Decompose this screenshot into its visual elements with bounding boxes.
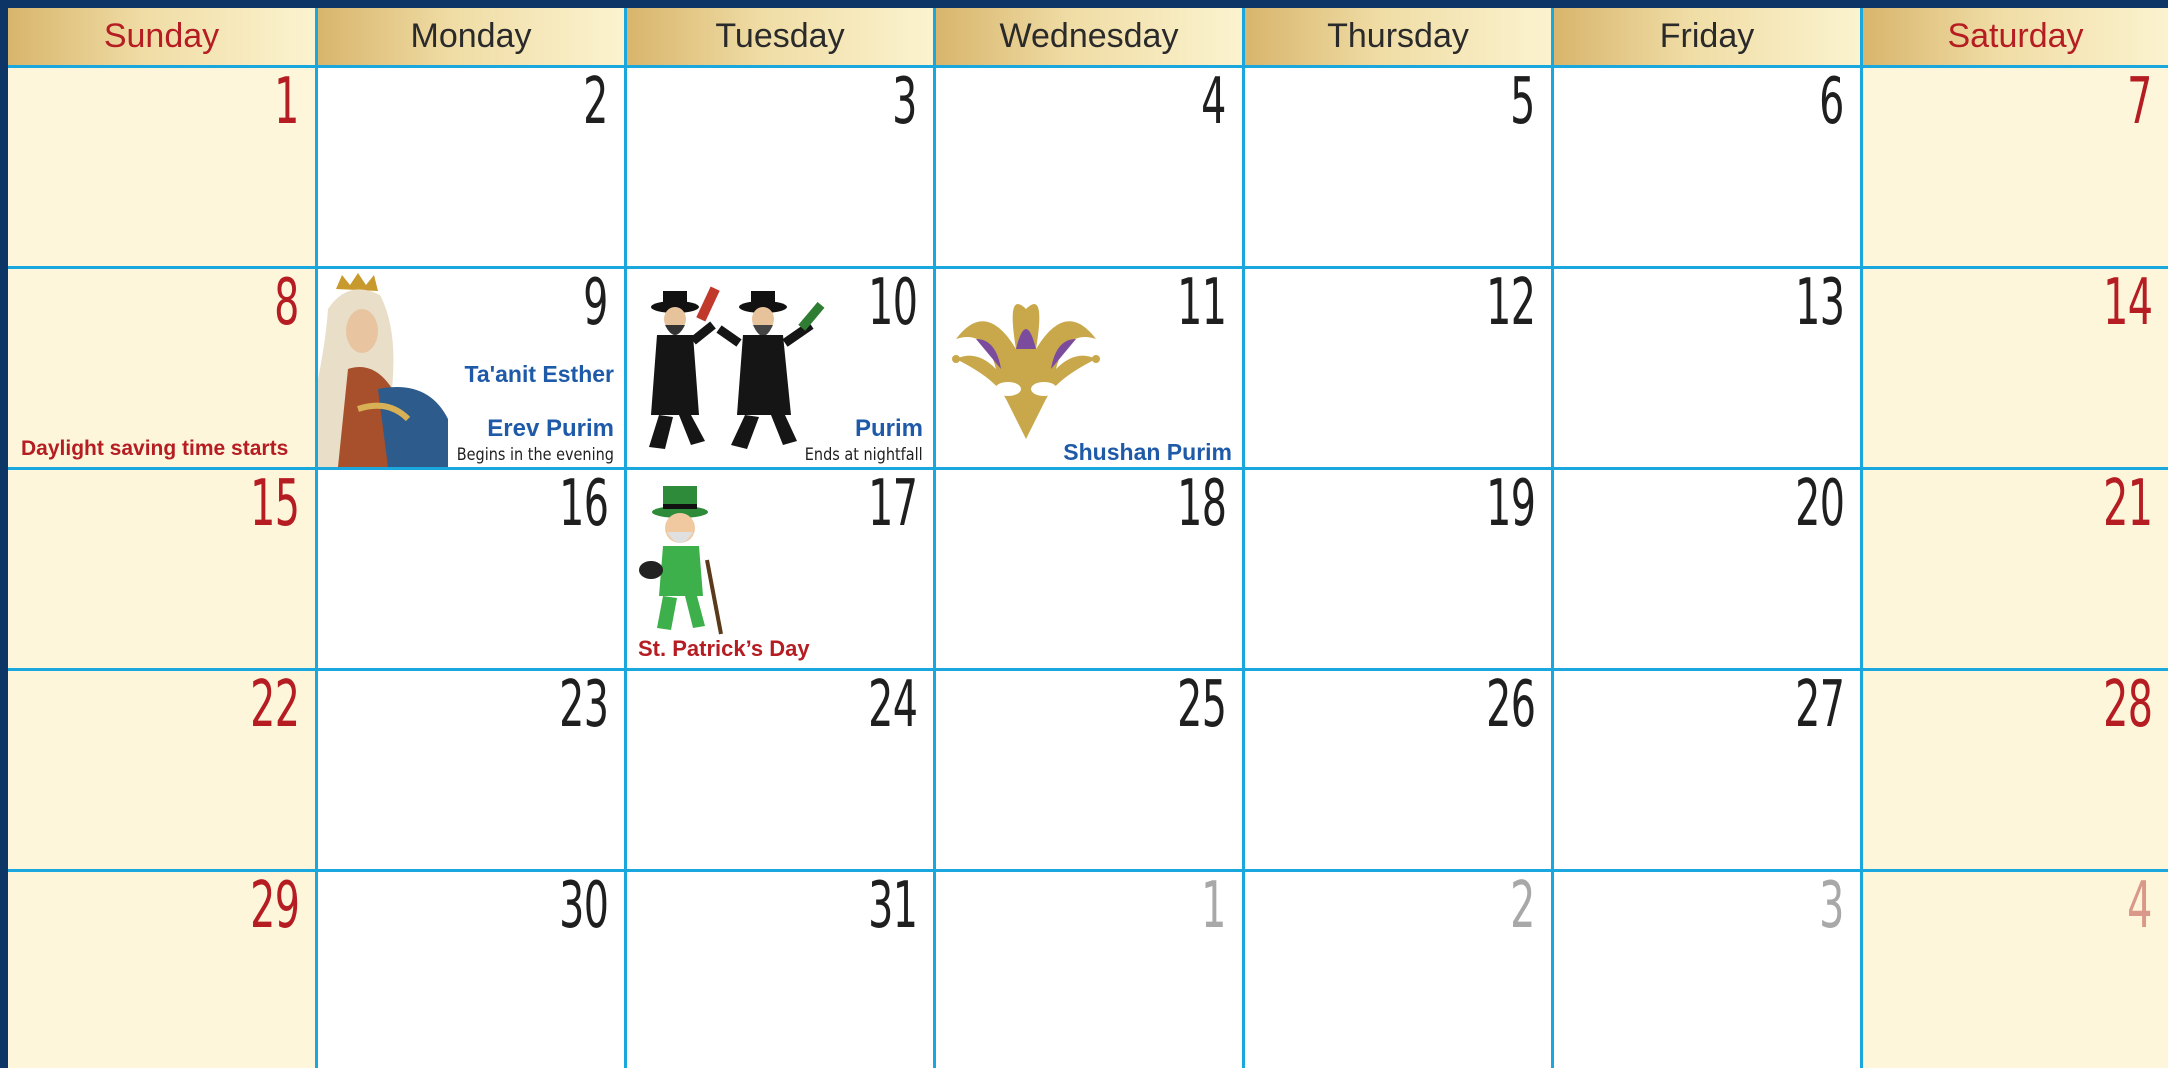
event-st-patricks-day: St. Patrick’s Day xyxy=(638,636,810,661)
day-number: 10 xyxy=(867,266,917,340)
day-number: 29 xyxy=(249,872,299,943)
day-cell[interactable] xyxy=(1863,269,2168,467)
day-number: 6 xyxy=(1819,68,1844,139)
day-number: 21 xyxy=(2102,470,2152,541)
header-sunday: Sunday xyxy=(8,8,315,65)
day-number: 22 xyxy=(249,671,299,742)
day-number: 26 xyxy=(1485,671,1535,742)
day-number: 5 xyxy=(1510,68,1535,139)
day-number: 11 xyxy=(1176,269,1226,340)
day-number: 27 xyxy=(1794,671,1844,742)
header-tuesday: Tuesday xyxy=(627,8,933,65)
day-cell[interactable] xyxy=(1554,269,1860,467)
day-cell[interactable] xyxy=(1554,470,1860,668)
day-cell-next-month[interactable] xyxy=(1245,872,1551,1068)
day-number: 12 xyxy=(1485,269,1535,340)
day-number: 9 xyxy=(583,266,608,340)
day-cell[interactable] xyxy=(627,470,933,668)
header-thursday: Thursday xyxy=(1245,8,1551,65)
day-number: 24 xyxy=(867,671,917,742)
day-number: 14 xyxy=(2102,269,2152,340)
event-daylight-saving: Daylight saving time starts xyxy=(21,437,289,460)
day-cell[interactable] xyxy=(318,872,624,1068)
day-cell[interactable] xyxy=(1554,68,1860,266)
dancing-men-icon xyxy=(635,285,835,465)
event-purim-note: Ends at nightfall xyxy=(805,445,923,465)
day-number: 17 xyxy=(867,470,917,541)
day-number: 16 xyxy=(558,470,608,541)
day-cell[interactable] xyxy=(1245,269,1551,467)
day-number: 19 xyxy=(1485,470,1535,541)
day-cell[interactable] xyxy=(8,470,315,668)
day-number: 25 xyxy=(1176,671,1226,742)
queen-esther-icon xyxy=(318,269,448,467)
calendar-grid xyxy=(8,8,2168,1068)
day-number: 15 xyxy=(249,470,299,541)
day-number: 4 xyxy=(2127,872,2152,943)
day-cell[interactable] xyxy=(1863,671,2168,869)
day-number: 13 xyxy=(1794,269,1844,340)
day-number: 31 xyxy=(867,872,917,943)
day-cell[interactable] xyxy=(1245,671,1551,869)
day-number: 3 xyxy=(1819,872,1844,943)
day-number: 20 xyxy=(1794,470,1844,541)
day-cell[interactable] xyxy=(936,269,1242,467)
day-cell[interactable] xyxy=(627,671,933,869)
day-cell[interactable] xyxy=(318,68,624,266)
day-number: 1 xyxy=(1201,872,1226,943)
day-number: 30 xyxy=(558,872,608,943)
day-number: 2 xyxy=(1510,872,1535,943)
day-cell[interactable] xyxy=(1245,68,1551,266)
day-cell[interactable] xyxy=(8,671,315,869)
day-cell[interactable] xyxy=(936,470,1242,668)
header-saturday: Saturday xyxy=(1863,8,2168,65)
day-cell[interactable] xyxy=(318,671,624,869)
day-cell[interactable] xyxy=(627,872,933,1068)
day-cell[interactable] xyxy=(1245,470,1551,668)
day-number: 1 xyxy=(274,68,299,139)
event-purim: Purim xyxy=(854,415,923,442)
carnival-mask-icon xyxy=(946,289,1106,449)
day-number: 2 xyxy=(583,68,608,139)
day-cell-next-month[interactable] xyxy=(1554,872,1860,1068)
event-erev-purim-note: Begins in the evening xyxy=(456,445,614,465)
day-cell[interactable] xyxy=(936,671,1242,869)
day-number: 18 xyxy=(1176,470,1226,541)
day-cell[interactable] xyxy=(8,269,315,467)
day-cell[interactable] xyxy=(627,68,933,266)
day-number: 4 xyxy=(1201,68,1226,139)
day-cell-next-month[interactable] xyxy=(936,872,1242,1068)
day-cell[interactable] xyxy=(318,266,624,467)
leprechaun-icon xyxy=(637,480,737,640)
event-taanit-esther: Ta'anit Esther xyxy=(464,361,614,387)
event-erev-purim: Erev Purim xyxy=(487,415,614,442)
header-wednesday: Wednesday xyxy=(936,8,1242,65)
day-number: 7 xyxy=(2127,68,2152,139)
day-number: 3 xyxy=(892,68,917,139)
day-cell[interactable] xyxy=(1554,671,1860,869)
day-cell[interactable] xyxy=(318,470,624,668)
day-number: 8 xyxy=(274,269,299,340)
day-cell-next-month[interactable] xyxy=(1863,872,2168,1068)
day-cell[interactable] xyxy=(1863,470,2168,668)
header-friday: Friday xyxy=(1554,8,1860,65)
day-cell[interactable] xyxy=(936,68,1242,266)
day-cell[interactable] xyxy=(8,872,315,1068)
day-cell[interactable] xyxy=(1863,68,2168,266)
day-cell[interactable] xyxy=(8,68,315,266)
day-number: 28 xyxy=(2102,671,2152,742)
day-number: 23 xyxy=(558,671,608,742)
event-shushan-purim: Shushan Purim xyxy=(1063,439,1232,465)
header-monday: Monday xyxy=(318,8,624,65)
